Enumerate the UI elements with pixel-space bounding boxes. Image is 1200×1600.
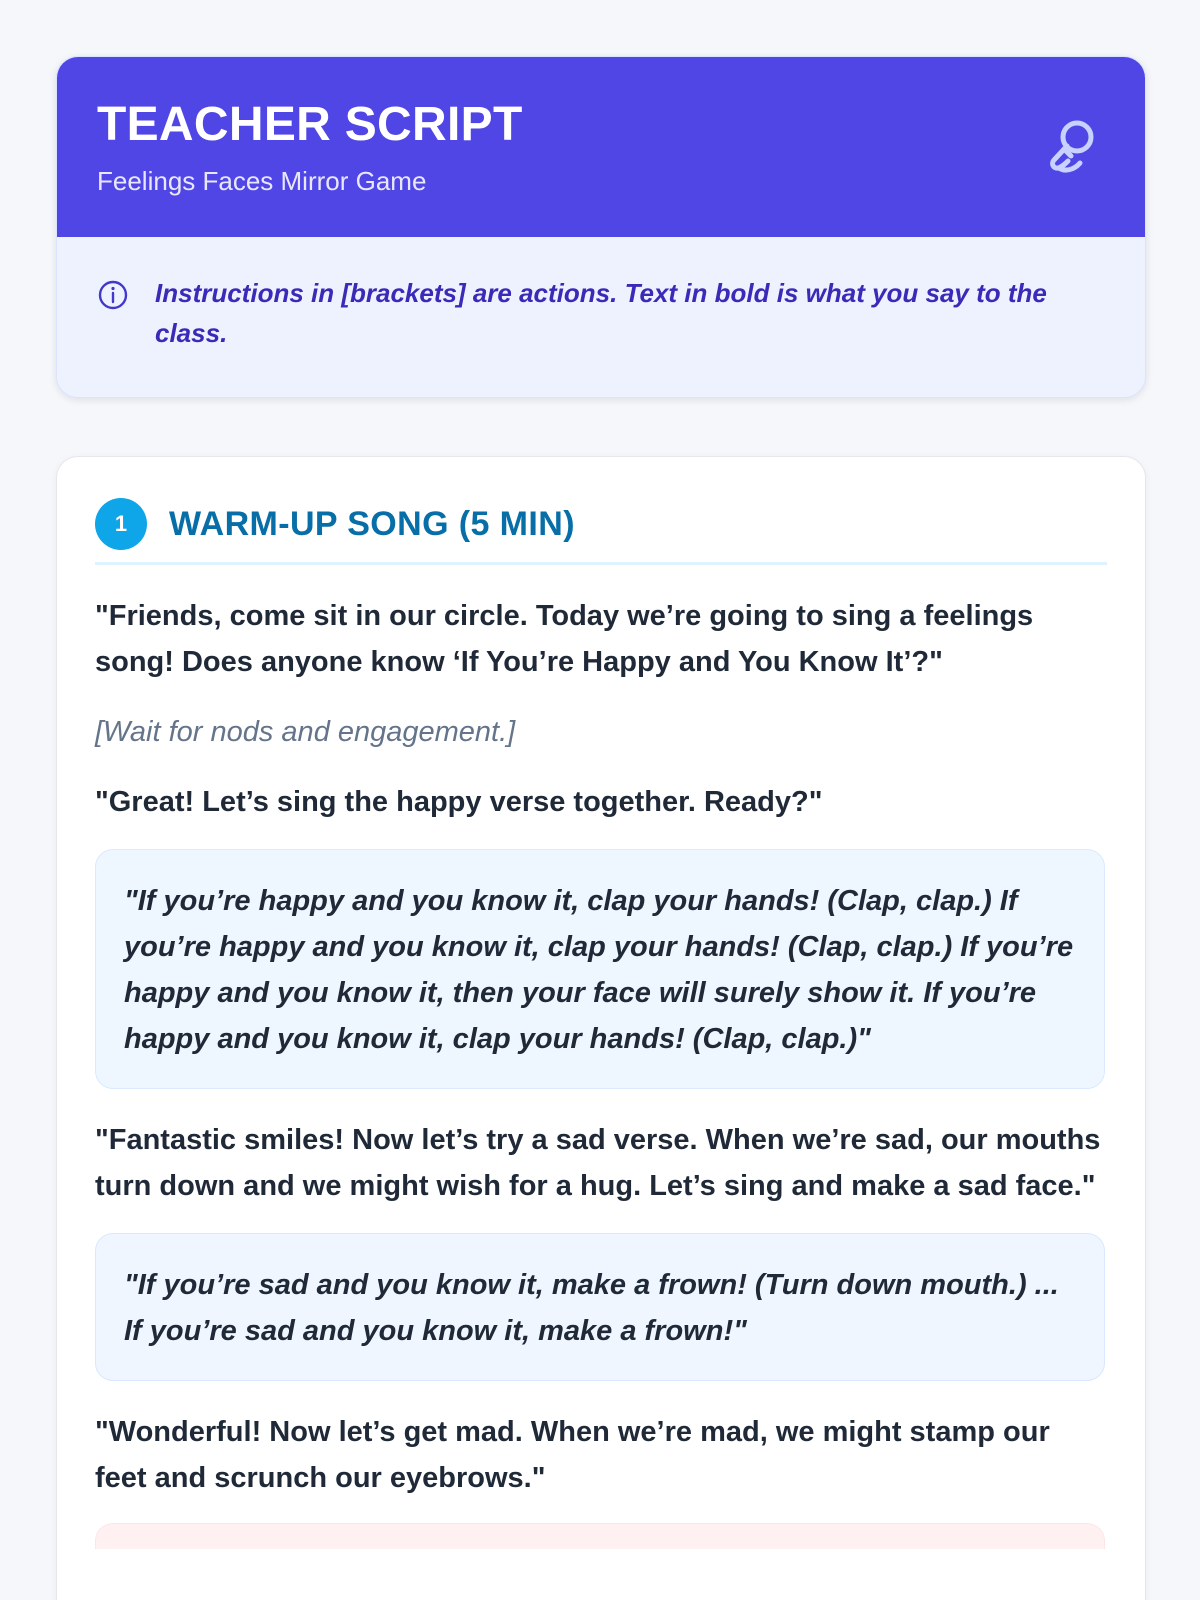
happy-verse-box [95,849,1105,1089]
sad-verse-lyrics: "If you’re sad and you know it, make a frown! (Turn down mouth.) ... If you’re sad and you know it, make a frown!" [124,1269,1059,1347]
header-banner [57,57,1145,237]
instructions-text: Instructions in [brackets] are actions. Text in bold is what you say to the class. [155,278,1047,348]
warm-up-section [56,456,1146,1600]
script-line: "Great! Let’s sing the happy verse together. Ready?" [95,786,823,818]
next-verse-box-edge [95,1523,1105,1549]
header-card [56,56,1146,398]
page-subtitle: Feelings Faces Mirror Game [97,166,427,196]
instructions-note [57,237,1145,397]
microphone-icon [1041,115,1105,179]
happy-verse-lyrics: "If you’re happy and you know it, clap your hands! (Clap, clap.) If you’re happy and you know it, clap your hands! (Clap, clap.) If you’re happy and you know it, then your face will surely show it. If you’re happy and you know it, clap your hands! (Clap, clap.)" [124,885,1074,1055]
page-title: TEACHER SCRIPT [97,98,523,151]
stage-direction: [Wait for nods and engagement.] [95,716,516,748]
section-header [95,495,1107,565]
info-icon [97,279,129,311]
script-line: "Wonderful! Now let’s get mad. When we’re mad, we might stamp our feet and scrunch our eyebrows." [95,1416,1050,1494]
script-line: "Fantastic smiles! Now let’s try a sad verse. When we’re sad, our mouths turn down and we might wish for a hug. Let’s sing and make a sad face." [95,1124,1101,1202]
step-number-badge: 1 [95,498,147,550]
script-line: "Friends, come sit in our circle. Today we’re going to sing a feelings song! Does anyone know ‘If You’re Happy and You Know It’?" [95,600,1034,678]
sad-verse-box [95,1233,1105,1381]
section-title: WARM-UP SONG (5 MIN) [169,504,575,543]
